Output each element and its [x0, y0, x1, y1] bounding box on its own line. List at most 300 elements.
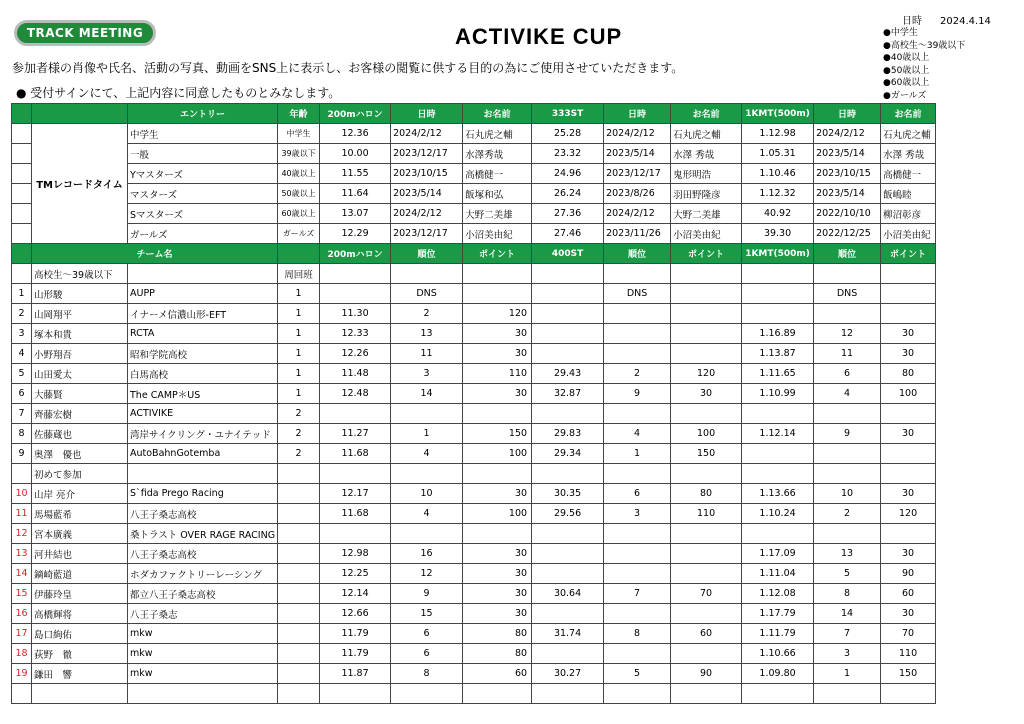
header-cell: 順位 — [391, 244, 463, 264]
points-1kmt: 120 — [881, 504, 936, 524]
rank-1kmt — [814, 524, 881, 544]
logo-text: TRACK MEETING — [26, 26, 144, 40]
rider-name: 塚本和貴 — [32, 324, 128, 344]
team-name: 八王子桑志 — [128, 604, 278, 624]
rank-200m: 9 — [391, 584, 463, 604]
time-400st: 29.83 — [532, 424, 604, 444]
header-cell: 200mハロン — [320, 244, 391, 264]
rank-200m — [391, 524, 463, 544]
rider-name: 佐藤蔵也 — [32, 424, 128, 444]
record-cell: 中学生 — [128, 124, 278, 144]
rider-name: 馬場藍希 — [32, 504, 128, 524]
row-blank — [128, 264, 278, 284]
points-1kmt — [881, 444, 936, 464]
lap-group — [278, 584, 320, 604]
row-blank — [463, 464, 532, 484]
time-400st — [532, 604, 604, 624]
header-cell: 順位 — [814, 244, 881, 264]
points-400st — [671, 644, 742, 664]
rank-400st — [604, 644, 671, 664]
page-title: ACTIVIKE CUP — [455, 24, 623, 49]
rank-200m: DNS — [391, 284, 463, 304]
record-cell: 水澤 秀哉 — [671, 144, 742, 164]
points-1kmt: 110 — [881, 644, 936, 664]
record-cell: 27.36 — [532, 204, 604, 224]
row-blank — [814, 684, 881, 704]
header-cell: お名前 — [463, 104, 532, 124]
rank-1kmt: 1 — [814, 664, 881, 684]
section-row — [12, 464, 936, 484]
header-cell: 333ST — [532, 104, 604, 124]
rider-name: 鏑崎藍道 — [32, 564, 128, 584]
row-blank — [532, 264, 604, 284]
time-400st: 29.34 — [532, 444, 604, 464]
row-blank — [604, 264, 671, 284]
lap-group — [278, 664, 320, 684]
time-1kmt: 1.16.89 — [742, 324, 814, 344]
rider-name: 伊藤玲皇 — [32, 584, 128, 604]
time-200m: 11.68 — [320, 444, 391, 464]
result-row — [12, 364, 936, 384]
points-1kmt: 150 — [881, 664, 936, 684]
record-cell: 高橋健一 — [881, 164, 936, 184]
record-header-row — [12, 104, 936, 124]
record-cell: 39.30 — [742, 224, 814, 244]
rank-400st: 9 — [604, 384, 671, 404]
record-cell: 11.64 — [320, 184, 391, 204]
record-cell: 大野二美雄 — [463, 204, 532, 224]
points-400st: 70 — [671, 584, 742, 604]
rank-1kmt: 11 — [814, 344, 881, 364]
team-name: 昭和学院高校 — [128, 344, 278, 364]
time-1kmt: 1.09.80 — [742, 664, 814, 684]
rank-400st — [604, 544, 671, 564]
time-200m: 11.87 — [320, 664, 391, 684]
result-row — [12, 564, 936, 584]
team-name: mkw — [128, 624, 278, 644]
record-cell: 2024/2/12 — [604, 204, 671, 224]
row-blank — [463, 684, 532, 704]
time-400st — [532, 344, 604, 364]
points-200m — [463, 284, 532, 304]
lap-group — [278, 604, 320, 624]
points-200m: 80 — [463, 644, 532, 664]
row-blank — [320, 684, 391, 704]
team-name: ホダカファクトリーレーシング — [128, 564, 278, 584]
lap-group: 2 — [278, 404, 320, 424]
section-label: 初めて参加 — [32, 464, 128, 484]
record-cell: 10.00 — [320, 144, 391, 164]
row-blank — [12, 464, 32, 484]
rider-name: 奥澤 優也 — [32, 444, 128, 464]
time-400st — [532, 404, 604, 424]
header-blank — [12, 244, 32, 264]
points-1kmt: 90 — [881, 564, 936, 584]
result-row — [12, 284, 936, 304]
rank-400st: 5 — [604, 664, 671, 684]
rank-1kmt — [814, 444, 881, 464]
points-200m: 100 — [463, 504, 532, 524]
rank-400st — [604, 304, 671, 324]
rider-number: 7 — [12, 404, 32, 424]
record-cell: 12.36 — [320, 124, 391, 144]
rank-400st: 1 — [604, 444, 671, 464]
header-cell: ポイント — [881, 244, 936, 264]
team-name: mkw — [128, 664, 278, 684]
record-cell: 2023/8/26 — [604, 184, 671, 204]
team-name: 湾岸サイクリング・ユナイテッド — [128, 424, 278, 444]
points-200m: 100 — [463, 444, 532, 464]
team-name: 八王子桑志高校 — [128, 544, 278, 564]
team-name: AutoBahnGotemba — [128, 444, 278, 464]
record-cell: 石丸虎之輔 — [463, 124, 532, 144]
record-cell: 2022/10/10 — [814, 204, 881, 224]
row-blank — [881, 684, 936, 704]
rider-name: 河井結也 — [32, 544, 128, 564]
result-row — [12, 644, 936, 664]
record-cell: 2023/5/14 — [391, 184, 463, 204]
points-200m: 110 — [463, 364, 532, 384]
rider-name: 高橋輝将 — [32, 604, 128, 624]
record-cell: 一般 — [128, 144, 278, 164]
points-400st: 120 — [671, 364, 742, 384]
rank-1kmt: 2 — [814, 504, 881, 524]
points-1kmt — [881, 304, 936, 324]
header-cell: 1KMT(500m) — [742, 104, 814, 124]
row-blank — [463, 264, 532, 284]
result-row — [12, 664, 936, 684]
record-cell: 小沼美由紀 — [881, 224, 936, 244]
record-cell: 2024/2/12 — [391, 204, 463, 224]
row-blank — [128, 684, 278, 704]
time-400st — [532, 544, 604, 564]
record-row — [12, 164, 936, 184]
record-cell: 中学生 — [278, 124, 320, 144]
record-cell: 石丸虎之輔 — [881, 124, 936, 144]
points-400st: 100 — [671, 424, 742, 444]
rider-name: 鎌田 響 — [32, 664, 128, 684]
record-cell: 小沼美由紀 — [671, 224, 742, 244]
rank-200m: 6 — [391, 624, 463, 644]
record-cell: 飯嶋睦 — [881, 184, 936, 204]
rank-1kmt: 8 — [814, 584, 881, 604]
points-1kmt: 30 — [881, 324, 936, 344]
record-cell: ガールズ — [278, 224, 320, 244]
record-cell: 25.28 — [532, 124, 604, 144]
record-cell: 小沼美由紀 — [463, 224, 532, 244]
record-cell: ガールズ — [128, 224, 278, 244]
result-row — [12, 484, 936, 504]
rank-200m: 13 — [391, 324, 463, 344]
rank-400st: 6 — [604, 484, 671, 504]
record-cell: 水澤秀哉 — [463, 144, 532, 164]
time-200m: 11.68 — [320, 504, 391, 524]
time-200m: 11.30 — [320, 304, 391, 324]
team-name: 八王子桑志高校 — [128, 504, 278, 524]
time-1kmt — [742, 284, 814, 304]
time-400st: 30.35 — [532, 484, 604, 504]
header-cell: お名前 — [881, 104, 936, 124]
row-blank — [320, 464, 391, 484]
team-name: イナーメ信濃山形-EFT — [128, 304, 278, 324]
row-blank — [12, 124, 32, 144]
empty-row — [12, 684, 936, 704]
time-400st — [532, 564, 604, 584]
record-cell: 27.46 — [532, 224, 604, 244]
rank-400st — [604, 524, 671, 544]
record-cell: 2023/10/15 — [814, 164, 881, 184]
lap-group: 1 — [278, 304, 320, 324]
points-400st: 60 — [671, 624, 742, 644]
points-1kmt: 30 — [881, 544, 936, 564]
rank-1kmt: 9 — [814, 424, 881, 444]
rank-400st: 8 — [604, 624, 671, 644]
result-row — [12, 524, 936, 544]
row-blank — [12, 144, 32, 164]
record-cell: 12.29 — [320, 224, 391, 244]
header-cell: ポイント — [671, 244, 742, 264]
rank-1kmt: 3 — [814, 644, 881, 664]
record-cell: 水澤 秀哉 — [881, 144, 936, 164]
rank-400st — [604, 404, 671, 424]
header-blank — [12, 104, 32, 124]
record-cell: 2023/10/15 — [391, 164, 463, 184]
row-blank — [12, 264, 32, 284]
record-cell: 11.55 — [320, 164, 391, 184]
rank-400st: 7 — [604, 584, 671, 604]
points-200m: 30 — [463, 484, 532, 504]
result-row — [12, 404, 936, 424]
time-400st — [532, 284, 604, 304]
header-cell: チーム名 — [32, 244, 278, 264]
time-200m: 12.17 — [320, 484, 391, 504]
time-200m: 11.79 — [320, 624, 391, 644]
points-400st: 80 — [671, 484, 742, 504]
rank-200m: 11 — [391, 344, 463, 364]
rider-number: 10 — [12, 484, 32, 504]
points-400st: 150 — [671, 444, 742, 464]
points-1kmt: 30 — [881, 424, 936, 444]
points-400st — [671, 544, 742, 564]
category-item: ●中学生 — [883, 28, 918, 38]
record-cell: 石丸虎之輔 — [671, 124, 742, 144]
team-name: ACTIVIKE — [128, 404, 278, 424]
time-200m — [320, 524, 391, 544]
rank-200m: 12 — [391, 564, 463, 584]
rider-number: 17 — [12, 624, 32, 644]
rider-number: 5 — [12, 364, 32, 384]
row-blank — [391, 264, 463, 284]
team-name: mkw — [128, 644, 278, 664]
rank-400st: 3 — [604, 504, 671, 524]
rider-number: 9 — [12, 444, 32, 464]
time-400st: 29.43 — [532, 364, 604, 384]
record-cell: 2023/11/26 — [604, 224, 671, 244]
lap-group — [278, 624, 320, 644]
rider-number: 4 — [12, 344, 32, 364]
row-blank — [12, 184, 32, 204]
header-cell: 1KMT(500m) — [742, 244, 814, 264]
lap-group — [278, 644, 320, 664]
header-cell: 日時 — [814, 104, 881, 124]
lap-group: 1 — [278, 284, 320, 304]
sns-notice: 参加者様の肖像や氏名、活動の写真、動画をSNS上に表示し、お客様の閲覧に供する目的の為にご使用させていただきます。 — [12, 61, 684, 75]
header-cell: ポイント — [463, 244, 532, 264]
time-1kmt: 1.12.08 — [742, 584, 814, 604]
points-200m: 30 — [463, 544, 532, 564]
row-blank — [128, 464, 278, 484]
record-cell: 2023/12/17 — [604, 164, 671, 184]
rank-200m: 2 — [391, 304, 463, 324]
event-date — [902, 12, 1009, 27]
row-blank — [278, 684, 320, 704]
time-400st — [532, 524, 604, 544]
row-blank — [32, 684, 128, 704]
time-200m: 12.26 — [320, 344, 391, 364]
result-row — [12, 544, 936, 564]
rank-1kmt: 12 — [814, 324, 881, 344]
points-400st: 110 — [671, 504, 742, 524]
points-400st — [671, 344, 742, 364]
result-row — [12, 584, 936, 604]
rider-name: 小野翔吾 — [32, 344, 128, 364]
rank-200m: 10 — [391, 484, 463, 504]
rider-number: 6 — [12, 384, 32, 404]
team-name: RCTA — [128, 324, 278, 344]
points-200m: 30 — [463, 584, 532, 604]
header-cell: 400ST — [532, 244, 604, 264]
record-cell: 2024/2/12 — [814, 124, 881, 144]
time-1kmt: 1.13.66 — [742, 484, 814, 504]
time-200m — [320, 404, 391, 424]
record-row — [12, 204, 936, 224]
record-cell: 40歳以上 — [278, 164, 320, 184]
record-cell: マスターズ — [128, 184, 278, 204]
rider-number: 14 — [12, 564, 32, 584]
result-row — [12, 304, 936, 324]
rider-number: 16 — [12, 604, 32, 624]
points-400st: 90 — [671, 664, 742, 684]
time-200m: 12.33 — [320, 324, 391, 344]
points-200m: 120 — [463, 304, 532, 324]
record-cell: Sマスターズ — [128, 204, 278, 224]
row-blank — [604, 464, 671, 484]
points-200m — [463, 524, 532, 544]
row-blank — [671, 264, 742, 284]
rider-number: 13 — [12, 544, 32, 564]
row-blank — [742, 684, 814, 704]
rider-number: 12 — [12, 524, 32, 544]
time-1kmt: 1.11.65 — [742, 364, 814, 384]
track-meeting-logo — [14, 20, 156, 46]
record-cell: 1.12.98 — [742, 124, 814, 144]
rank-200m: 4 — [391, 504, 463, 524]
row-blank — [671, 684, 742, 704]
result-row — [12, 384, 936, 404]
header-cell: 200mハロン — [320, 104, 391, 124]
rank-1kmt: DNS — [814, 284, 881, 304]
time-200m: 11.27 — [320, 424, 391, 444]
time-400st: 30.64 — [532, 584, 604, 604]
rank-200m: 4 — [391, 444, 463, 464]
rank-400st: DNS — [604, 284, 671, 304]
record-cell: 2023/12/17 — [391, 224, 463, 244]
team-name: The CAMP＊US — [128, 384, 278, 404]
header-cell: 年齢 — [278, 104, 320, 124]
row-blank — [532, 464, 604, 484]
team-name: AUPP — [128, 284, 278, 304]
record-cell: 高橋健一 — [463, 164, 532, 184]
rank-200m: 14 — [391, 384, 463, 404]
points-400st: 30 — [671, 384, 742, 404]
rider-number: 19 — [12, 664, 32, 684]
rank-400st — [604, 564, 671, 584]
header-cell: 日時 — [391, 104, 463, 124]
time-1kmt: 1.11.04 — [742, 564, 814, 584]
rank-200m: 6 — [391, 644, 463, 664]
points-200m: 30 — [463, 564, 532, 584]
rider-number: 3 — [12, 324, 32, 344]
time-1kmt — [742, 524, 814, 544]
result-row — [12, 504, 936, 524]
time-200m: 12.25 — [320, 564, 391, 584]
points-200m: 30 — [463, 384, 532, 404]
lap-group: 1 — [278, 344, 320, 364]
record-cell: 1.10.46 — [742, 164, 814, 184]
points-1kmt — [881, 524, 936, 544]
points-400st — [671, 564, 742, 584]
rank-1kmt: 14 — [814, 604, 881, 624]
rank-1kmt: 10 — [814, 484, 881, 504]
lap-group — [278, 544, 320, 564]
lap-group — [278, 564, 320, 584]
record-cell: 大野二美雄 — [671, 204, 742, 224]
consent-notice: ● 受付サインにて、上記内容に同意したものとみなします。 — [16, 86, 341, 100]
lap-header: 周回班 — [278, 264, 320, 284]
rank-1kmt — [814, 304, 881, 324]
time-1kmt: 1.10.24 — [742, 504, 814, 524]
rider-number: 18 — [12, 644, 32, 664]
results-table — [11, 103, 936, 704]
time-1kmt: 1.13.87 — [742, 344, 814, 364]
rank-400st — [604, 324, 671, 344]
points-200m: 30 — [463, 344, 532, 364]
row-blank — [391, 464, 463, 484]
points-1kmt: 80 — [881, 364, 936, 384]
team-name: 都立八王子桑志高校 — [128, 584, 278, 604]
result-row — [12, 344, 936, 364]
record-cell: 2022/12/25 — [814, 224, 881, 244]
time-200m: 12.48 — [320, 384, 391, 404]
rider-name: 荻野 徹 — [32, 644, 128, 664]
record-cell: 2024/2/12 — [391, 124, 463, 144]
time-400st: 31.74 — [532, 624, 604, 644]
record-cell: 60歳以上 — [278, 204, 320, 224]
rank-1kmt: 4 — [814, 384, 881, 404]
time-1kmt: 1.10.66 — [742, 644, 814, 664]
result-row — [12, 604, 936, 624]
record-label: TMレコードタイム — [32, 124, 128, 244]
points-400st — [671, 324, 742, 344]
time-1kmt: 1.12.14 — [742, 424, 814, 444]
result-row — [12, 324, 936, 344]
record-cell: 24.96 — [532, 164, 604, 184]
rank-400st — [604, 344, 671, 364]
rider-number: 1 — [12, 284, 32, 304]
result-row — [12, 624, 936, 644]
points-1kmt: 30 — [881, 604, 936, 624]
time-1kmt: 1.10.99 — [742, 384, 814, 404]
